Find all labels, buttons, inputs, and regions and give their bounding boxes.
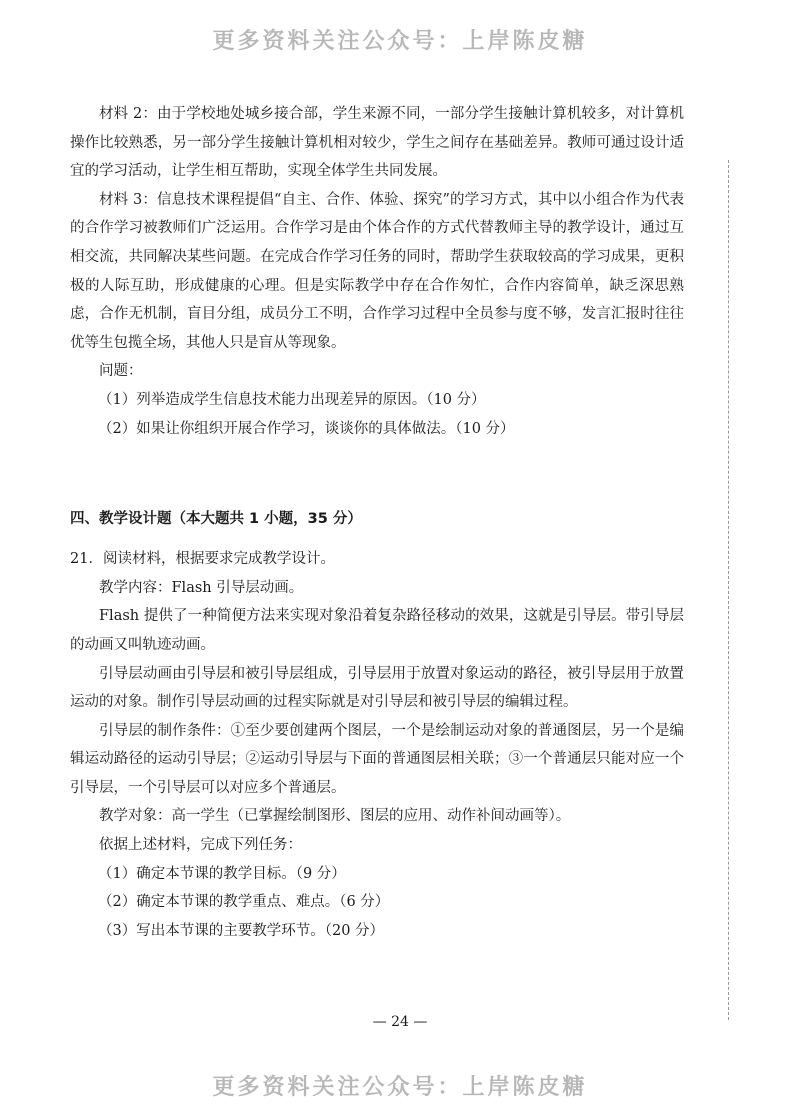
- page-number: — 24 —: [372, 1014, 428, 1030]
- margin-rule: [728, 160, 730, 1020]
- guide-conditions-paragraph: 引导层的制作条件：①至少要创建两个图层，一个是绘制运动对象的普通图层，另一个是编辑运动路径的运动引导层；②运动引导层与下面的普通图层相关联；③一个普通层只能对应一个引导层，一个引导层可以对应多个普通层。: [70, 722, 684, 796]
- flash-guide-paragraph: Flash 提供了一种简便方法来实现对象沿着复杂路径移动的效果，这就是引导层。带引导层的动画又叫轨迹动画。: [70, 608, 684, 653]
- watermark-top: 更多资料关注公众号：上岸陈皮糖: [212, 29, 588, 54]
- task-item-3: （3）写出本节课的主要教学环节。（20 分）: [98, 922, 385, 939]
- question-21-intro: 21．阅读材料，根据要求完成教学设计。: [70, 551, 335, 568]
- task-intro: 依据上述材料，完成下列任务：: [99, 837, 302, 854]
- watermark-bottom: 更多资料关注公众号：上岸陈皮糖: [212, 1075, 588, 1100]
- section-4-heading: 四、教学设计题（本大题共 1 小题，35 分）: [70, 511, 362, 528]
- material-3-paragraph: 材料 3：信息技术课程提倡“自主、合作、体验、探究”的学习方式，其中以小组合作为代表的合作学习被教师们广泛运用。合作学习是由个体合作的方式代替教师主导的教学设计，通过互相交流，共同解决某些问题。在完成合作学习任务的同时，帮助学生获取较高的学习成果，更积极的人际互助，形成健康的心理。但是实际教学中存在合作匆忙，合作内容简单，缺乏深思熟虑，合作无机制，盲目分组，成员分工不明，合作学习过程中全员参与度不够，发言汇报时往往优等生包揽全场，其他人只是盲从等现象。: [70, 191, 684, 351]
- teaching-content: 教学内容：Flash 引导层动画。: [99, 579, 304, 596]
- material-2-paragraph: 材料 2：由于学校地处城乡接合部，学生来源不同，一部分学生接触计算机较多，对计算机操作比较熟悉，另一部分学生接触计算机相对较少，学生之间存在基础差异。教师可通过设计适宜的学习活动，让学生相互帮助，实现全体学生共同发展。: [70, 106, 684, 180]
- question-item-1: （1）列举造成学生信息技术能力出现差异的原因。（10 分）: [98, 391, 486, 408]
- question-label: 问题：: [99, 363, 143, 380]
- task-item-2: （2）确定本节课的教学重点、难点。（6 分）: [98, 894, 390, 911]
- task-item-1: （1）确定本节课的教学目标。（9 分）: [98, 865, 346, 882]
- page-content: [70, 100, 684, 945]
- teaching-object: 教学对象：高一学生（已掌握绘制图形、图层的应用、动作补间动画等）。: [99, 808, 571, 825]
- question-item-2: （2）如果让你组织开展合作学习，谈谈你的具体做法。（10 分）: [98, 420, 515, 437]
- guide-layer-paragraph: 引导层动画由引导层和被引导层组成，引导层用于放置对象运动的路径，被引导层用于放置运动的对象。制作引导层动画的过程实际就是对引导层和被引导层的编辑过程。: [70, 665, 684, 711]
